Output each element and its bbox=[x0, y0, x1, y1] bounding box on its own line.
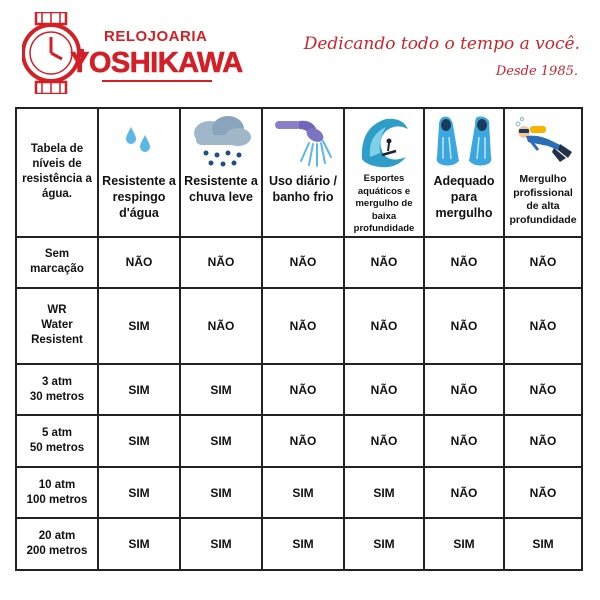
table-cell: NÃO bbox=[344, 288, 424, 364]
table-cell: SIM bbox=[98, 415, 180, 467]
column-header-splash bbox=[98, 108, 180, 237]
row-header: 20 atm 200 metros bbox=[16, 518, 98, 570]
table-cell: NÃO bbox=[424, 364, 504, 416]
table-cell: SIM bbox=[344, 518, 424, 570]
column-header-label: Resistente a chuva leve bbox=[184, 174, 258, 204]
table-cell: SIM bbox=[262, 467, 344, 519]
brand-underline bbox=[102, 80, 212, 82]
column-header-diver bbox=[504, 108, 582, 237]
table-cell: SIM bbox=[98, 364, 180, 416]
table-cell: NÃO bbox=[424, 288, 504, 364]
table-cell: SIM bbox=[98, 467, 180, 519]
row-header: 5 atm 50 metros bbox=[16, 415, 98, 467]
table-cell: NÃO bbox=[344, 415, 424, 467]
table-cell: NÃO bbox=[424, 237, 504, 289]
row-header: WR Water Resistent bbox=[16, 288, 98, 364]
table-cell: NÃO bbox=[262, 364, 344, 416]
table-cell: NÃO bbox=[98, 237, 180, 289]
table-cell: SIM bbox=[504, 518, 582, 570]
rain-cloud-icon bbox=[186, 113, 256, 169]
since-label: Desde 1985. bbox=[495, 64, 578, 79]
table-row bbox=[16, 467, 582, 519]
table-cell: NÃO bbox=[180, 237, 262, 289]
column-header-label: Adequado para mergulho bbox=[433, 174, 495, 220]
table-cell: NÃO bbox=[424, 467, 504, 519]
table-cell: SIM bbox=[180, 518, 262, 570]
table-cell: NÃO bbox=[504, 415, 582, 467]
table-cell: SIM bbox=[98, 288, 180, 364]
table-cell: SIM bbox=[262, 518, 344, 570]
table-cell: NÃO bbox=[262, 288, 344, 364]
table-cell: SIM bbox=[180, 467, 262, 519]
column-header-shower bbox=[262, 108, 344, 237]
table-cell: NÃO bbox=[504, 288, 582, 364]
column-header-label: Esportes aquáticos e mergulho de baixa profundidade bbox=[353, 173, 415, 234]
column-header-fins bbox=[424, 108, 504, 237]
brand-name: YOSHIKAWA bbox=[70, 47, 243, 79]
row-header: Sem marcação bbox=[16, 237, 98, 289]
row-header: 10 atm 100 metros bbox=[16, 467, 98, 519]
table-cell: SIM bbox=[180, 364, 262, 416]
table-cell: NÃO bbox=[262, 415, 344, 467]
scuba-diver-icon bbox=[510, 116, 576, 166]
resistance-table bbox=[15, 107, 583, 571]
table-cell: NÃO bbox=[424, 415, 504, 467]
swim-fins-icon bbox=[433, 113, 495, 169]
table-row bbox=[16, 518, 582, 570]
table-cell: NÃO bbox=[344, 237, 424, 289]
table-row bbox=[16, 237, 582, 289]
table-cell: SIM bbox=[98, 518, 180, 570]
table-cell: NÃO bbox=[504, 237, 582, 289]
column-header-surf bbox=[344, 108, 424, 237]
table-header-row bbox=[16, 108, 582, 237]
table-cell: NÃO bbox=[262, 237, 344, 289]
water-drops-icon bbox=[119, 121, 159, 161]
table-row bbox=[16, 415, 582, 467]
table-cell: NÃO bbox=[344, 364, 424, 416]
table-row bbox=[16, 288, 582, 364]
table-cell: SIM bbox=[424, 518, 504, 570]
tagline: Dedicando todo o tempo a você. bbox=[303, 34, 580, 54]
row-header: 3 atm 30 metros bbox=[16, 364, 98, 416]
brand-top-label: RELOJOARIA bbox=[104, 28, 208, 45]
table-cell: SIM bbox=[180, 415, 262, 467]
table-corner-label: Tabela de níveis de resistência a água. bbox=[16, 108, 98, 237]
brand-logo bbox=[22, 12, 243, 94]
table-cell: NÃO bbox=[180, 288, 262, 364]
surf-wave-icon bbox=[356, 113, 412, 169]
shower-icon bbox=[273, 113, 333, 169]
table-cell: NÃO bbox=[504, 467, 582, 519]
column-header-label: Resistente a respingo d'água bbox=[102, 174, 176, 220]
column-header-label: Mergulho profissional de alta profundidade bbox=[509, 173, 577, 226]
column-header-label: Uso diário / banho frio bbox=[268, 174, 338, 204]
column-header-rain bbox=[180, 108, 262, 237]
table-cell: NÃO bbox=[504, 364, 582, 416]
table-row bbox=[16, 364, 582, 416]
table-cell: SIM bbox=[344, 467, 424, 519]
